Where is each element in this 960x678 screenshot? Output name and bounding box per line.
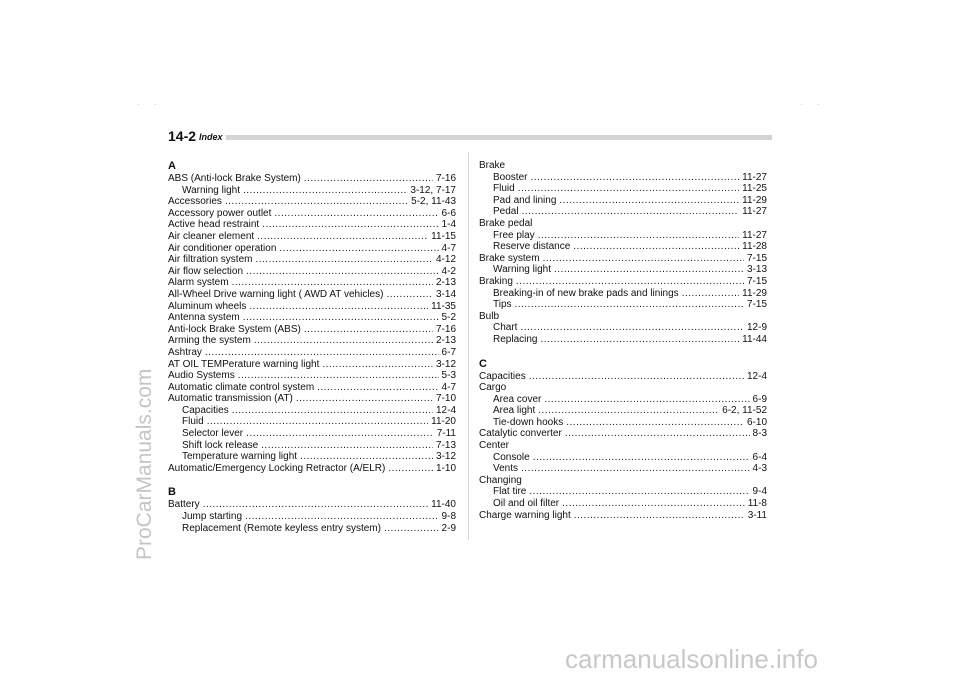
index-entry: [168, 208, 456, 220]
entry-page-reference: 4-3: [752, 463, 767, 475]
entry-page-reference: 7-15: [746, 275, 767, 287]
entry-label: Oil and oil filter: [493, 498, 560, 510]
entry-label: Anti-lock Brake System (ABS): [168, 323, 301, 335]
index-entry: [168, 312, 456, 324]
entry-page-reference: 7-10: [435, 393, 456, 405]
side-watermark: ProCarManuals.com: [133, 368, 156, 560]
entry-page-reference: 7-15: [746, 252, 767, 264]
entry-page-reference: 9-4: [752, 486, 767, 498]
index-subentry: [479, 172, 767, 184]
entry-page-reference: 11-35: [431, 300, 456, 312]
entry-page-reference: 6-2, 11-52: [722, 405, 767, 417]
entry-label: Tips: [493, 299, 512, 311]
index-entry: [479, 160, 767, 172]
dot-leader: [279, 243, 438, 255]
index-column-left: [168, 160, 456, 534]
index-entry: [479, 440, 767, 452]
entry-label: Automatic climate control system: [168, 381, 315, 393]
index-subentry: [479, 299, 767, 311]
index-letter-heading: B: [168, 486, 176, 499]
index-entry: [168, 289, 456, 301]
entry-page-reference: 11-44: [742, 333, 767, 345]
dot-leader: [521, 463, 750, 475]
entry-label: Capacities: [479, 370, 526, 382]
entry-label: Jump starting: [182, 511, 243, 523]
dot-leader: [322, 359, 433, 371]
index-subentry: [168, 451, 456, 463]
dot-leader: [574, 510, 745, 522]
entry-page-reference: 7-16: [435, 323, 456, 335]
index-letter-heading: C: [479, 357, 487, 370]
index-entry: [479, 311, 767, 323]
dot-leader: [205, 347, 439, 359]
dot-leader: [254, 335, 433, 347]
entry-label: Capacities: [182, 404, 229, 416]
entry-label: Warning light: [493, 264, 551, 276]
section-title: Index: [199, 132, 223, 142]
entry-page-reference: 12-4: [746, 370, 767, 382]
bottom-watermark: carmanualsonline.info: [565, 644, 818, 674]
page-number: 14-2: [168, 128, 197, 144]
entry-page-reference: 6-4: [752, 451, 767, 463]
index-subentry: [168, 416, 456, 428]
entry-page-reference: 11-8: [747, 498, 767, 510]
dot-leader: [207, 416, 428, 428]
index-subentry: [479, 417, 767, 429]
dot-leader: [246, 266, 439, 278]
entry-label: Replacing: [493, 333, 538, 345]
index-entry: [479, 510, 767, 522]
dot-leader: [529, 371, 744, 383]
index-subentry: [479, 334, 767, 346]
index-entry: [168, 196, 456, 208]
index-entry: [168, 463, 456, 475]
entry-label: Air flow selection: [168, 265, 244, 277]
dot-leader: [238, 370, 439, 382]
entry-label: Replacement (Remote keyless entry system): [182, 522, 381, 534]
dot-leader: [203, 499, 428, 511]
index-subentry: [479, 486, 767, 498]
dot-leader: [573, 241, 739, 253]
entry-page-reference: 6-6: [441, 207, 456, 219]
dot-leader: [388, 463, 433, 475]
entry-label: Accessories: [168, 196, 222, 208]
header-rule: [226, 135, 772, 140]
index-entry: [168, 359, 456, 371]
entry-page-reference: 9-8: [441, 511, 456, 523]
index-entry: [168, 219, 456, 231]
dot-leader: [300, 451, 433, 463]
index-subentry: [479, 241, 767, 253]
entry-label: Air conditioner operation: [168, 242, 277, 254]
dot-leader: [543, 253, 744, 265]
index-entry: [479, 276, 767, 288]
entry-page-reference: 11-29: [742, 287, 767, 299]
entry-page-reference: 11-15: [431, 230, 456, 242]
crop-mark-top-right: · ·: [800, 100, 826, 109]
index-entry: [168, 499, 456, 511]
entry-page-reference: 4-7: [441, 381, 456, 393]
dot-leader: [274, 208, 438, 220]
index-subentry: [479, 195, 767, 207]
entry-label: Brake pedal: [479, 217, 533, 229]
entry-label: Brake system: [479, 252, 540, 264]
index-entry: [168, 370, 456, 382]
index-subentry: [168, 523, 456, 535]
dot-leader: [384, 523, 439, 535]
entry-page-reference: 7-11: [436, 428, 456, 440]
crop-mark-top-left: · ·: [137, 100, 163, 109]
dot-leader: [562, 498, 745, 510]
entry-page-reference: 5-3: [441, 370, 456, 382]
entry-page-reference: 5-2, 11-43: [411, 196, 456, 208]
entry-label: Fluid: [493, 183, 515, 195]
dot-leader: [232, 405, 433, 417]
entry-label: Battery: [168, 499, 200, 511]
entry-label: Air cleaner element: [168, 230, 255, 242]
entry-label: Chart: [493, 322, 518, 334]
entry-label: Air filtration system: [168, 254, 253, 266]
index-entry: [479, 428, 767, 440]
index-column-right: [479, 160, 767, 521]
index-entry: [479, 371, 767, 383]
index-subentry: [479, 498, 767, 510]
index-subentry: [479, 288, 767, 300]
entry-page-reference: 4-12: [435, 254, 456, 266]
entry-label: Fluid: [182, 416, 204, 428]
entry-page-reference: 3-11: [747, 509, 767, 521]
index-entry: [479, 218, 767, 230]
entry-page-reference: 3-12, 7-17: [410, 184, 456, 196]
index-entry: [168, 243, 456, 255]
entry-label: Center: [479, 440, 510, 452]
entry-label: Ashtray: [168, 346, 202, 358]
entry-label: AT OIL TEMPerature warning light: [168, 358, 320, 370]
entry-label: Area cover: [493, 393, 542, 405]
index-entry: [479, 253, 767, 265]
entry-label: Changing: [479, 474, 522, 486]
dot-leader: [249, 301, 428, 313]
dot-leader: [257, 231, 428, 243]
entry-label: Bulb: [479, 310, 500, 322]
dot-leader: [533, 452, 750, 464]
index-entry: [168, 382, 456, 394]
index-subentry: [479, 452, 767, 464]
entry-label: ABS (Anti-lock Brake System): [168, 173, 301, 184]
dot-leader: [565, 428, 750, 440]
dot-leader: [518, 183, 739, 195]
dot-leader: [255, 254, 433, 266]
entry-page-reference: 11-27: [742, 171, 767, 183]
entry-page-reference: 11-27: [742, 206, 767, 218]
entry-label: Accessory power outlet: [168, 207, 272, 219]
index-entry: [479, 382, 767, 394]
dot-leader: [530, 172, 739, 184]
page-header: [168, 128, 772, 146]
entry-label: All-Wheel Drive warning light ( AWD AT vehicles): [168, 288, 384, 300]
entry-page-reference: 6-9: [752, 393, 767, 405]
dot-leader: [554, 264, 744, 276]
entry-page-reference: 3-12: [435, 451, 456, 463]
entry-page-reference: 6-10: [746, 416, 767, 428]
index-subentry: [168, 440, 456, 452]
index-letter-heading: A: [168, 160, 176, 172]
dot-leader: [386, 289, 433, 301]
entry-label: Audio Systems: [168, 370, 235, 382]
entry-label: Antenna system: [168, 312, 240, 324]
dot-leader: [516, 276, 744, 288]
entry-page-reference: 4-2: [441, 265, 456, 277]
dot-leader: [538, 230, 739, 242]
index-subentry: [168, 428, 456, 440]
index-entry: [168, 231, 456, 243]
index-entry: [168, 266, 456, 278]
entry-page-reference: 7-13: [435, 439, 456, 451]
entry-page-reference: 6-7: [441, 346, 456, 358]
entry-label: Braking: [479, 275, 513, 287]
dot-leader: [522, 206, 740, 218]
entry-label: Pedal: [493, 206, 519, 218]
entry-page-reference: 1-4: [441, 219, 456, 231]
entry-page-reference: 3-12: [435, 358, 456, 370]
dot-leader: [304, 324, 433, 336]
dot-leader: [538, 405, 719, 417]
entry-label: Reserve distance: [493, 241, 571, 253]
entry-label: Charge warning light: [479, 509, 571, 521]
index-subentry: [479, 394, 767, 406]
dot-leader: [529, 486, 749, 498]
column-divider: [468, 152, 469, 540]
index-subentry: [479, 183, 767, 195]
entry-page-reference: 8-3: [752, 428, 767, 440]
index-entry: [168, 173, 456, 185]
index-entry: [168, 335, 456, 347]
dot-leader: [261, 440, 433, 452]
entry-label: Tie-down hooks: [493, 416, 564, 428]
entry-label: Brake: [479, 160, 506, 171]
entry-page-reference: 11-40: [431, 499, 456, 511]
dot-leader: [544, 394, 749, 406]
index-subentry: [479, 264, 767, 276]
entry-label: Aluminum wheels: [168, 300, 247, 312]
entry-label: Flat tire: [493, 486, 527, 498]
dot-leader: [243, 312, 439, 324]
dot-leader: [245, 511, 439, 523]
entry-label: Vents: [493, 463, 519, 475]
entry-label: Arming the system: [168, 335, 251, 347]
index-entry: [168, 324, 456, 336]
entry-page-reference: 12-9: [746, 322, 767, 334]
index-subentry: [168, 405, 456, 417]
entry-label: Automatic transmission (AT): [168, 393, 293, 405]
dot-leader: [682, 288, 739, 300]
entry-label: Area light: [493, 405, 536, 417]
entry-label: Console: [493, 451, 530, 463]
entry-page-reference: 11-25: [742, 183, 767, 195]
entry-label: Automatic/Emergency Locking Retractor (A/ELR): [168, 462, 386, 474]
index-subentry: [479, 322, 767, 334]
index-entry: [168, 301, 456, 313]
index-entry: [479, 475, 767, 487]
dot-leader: [246, 428, 434, 440]
dot-leader: [515, 299, 744, 311]
dot-leader: [296, 393, 433, 405]
dot-leader: [304, 173, 433, 185]
entry-label: Pad and lining: [493, 194, 557, 206]
dot-leader: [559, 195, 739, 207]
dot-leader: [566, 417, 744, 429]
dot-leader: [540, 334, 739, 346]
index-entry: [168, 393, 456, 405]
entry-label: Alarm system: [168, 277, 229, 289]
dot-leader: [243, 185, 407, 197]
entry-label: Active head restraint: [168, 219, 260, 231]
index-subentry: [479, 463, 767, 475]
entry-label: Breaking-in of new brake pads and linings: [493, 287, 679, 299]
entry-label: Free play: [493, 229, 535, 241]
dot-leader: [317, 382, 438, 394]
entry-label: Selector lever: [182, 428, 244, 440]
entry-label: Temperature warning light: [182, 451, 298, 463]
index-subentry: [168, 511, 456, 523]
entry-label: Shift lock release: [182, 439, 259, 451]
entry-page-reference: 1-10: [435, 462, 456, 474]
entry-page-reference: 7-15: [746, 299, 767, 311]
entry-label: Warning light: [182, 184, 240, 196]
dot-leader: [232, 277, 433, 289]
index-entry: [168, 277, 456, 289]
entry-page-reference: 2-13: [435, 335, 456, 347]
entry-page-reference: 3-14: [435, 288, 456, 300]
entry-page-reference: 5-2: [441, 312, 456, 324]
index-entry: [168, 347, 456, 359]
entry-label: Catalytic converter: [479, 428, 562, 440]
entry-page-reference: 11-29: [742, 194, 767, 206]
entry-page-reference: 12-4: [435, 404, 456, 416]
entry-page-reference: 11-27: [742, 229, 767, 241]
entry-page-reference: 2-9: [441, 522, 456, 534]
entry-label: Booster: [493, 171, 528, 183]
index-subentry: [168, 185, 456, 197]
index-subentry: [479, 230, 767, 242]
index-entry: [168, 254, 456, 266]
entry-page-reference: 11-28: [742, 241, 767, 253]
dot-leader: [520, 322, 744, 334]
entry-page-reference: 2-13: [435, 277, 456, 289]
dot-leader: [225, 196, 408, 208]
entry-page-reference: 4-7: [441, 242, 456, 254]
entry-label: Cargo: [479, 382, 507, 394]
entry-page-reference: 7-16: [435, 173, 456, 184]
entry-page-reference: 3-13: [746, 264, 767, 276]
dot-leader: [262, 219, 438, 231]
index-subentry: [479, 206, 767, 218]
index-subentry: [479, 405, 767, 417]
entry-page-reference: 11-20: [431, 416, 456, 428]
